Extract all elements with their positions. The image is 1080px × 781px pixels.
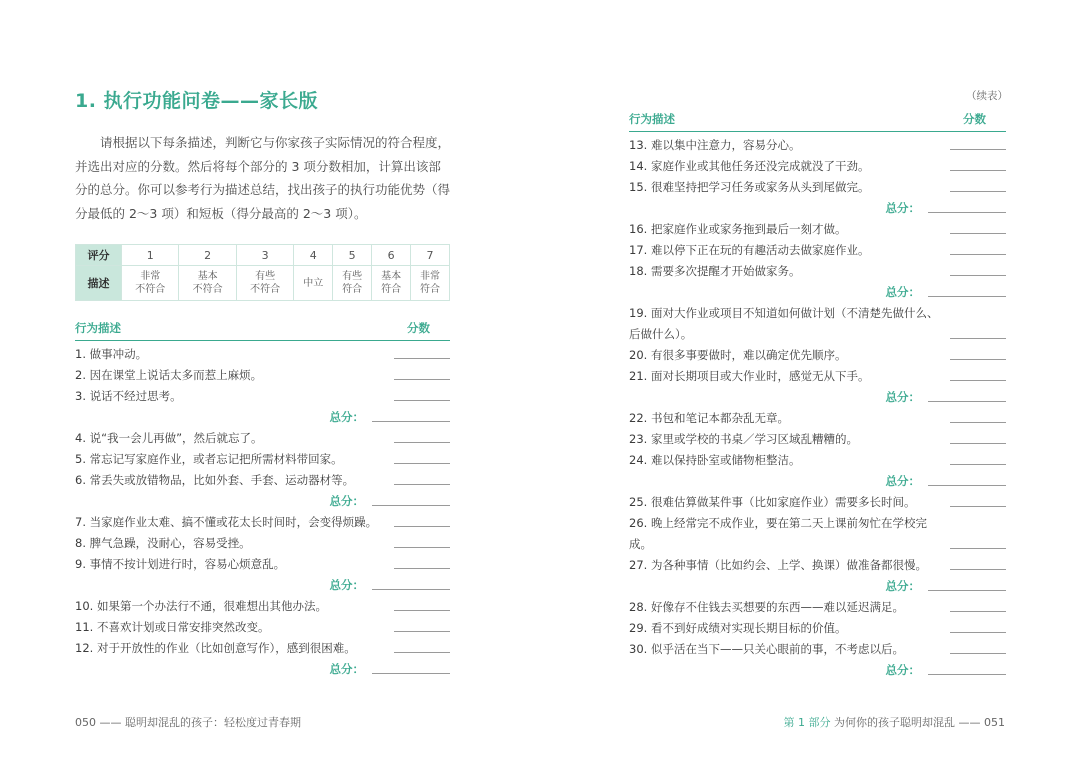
question-text: 2. 因在课堂上说话太多而惹上麻烦。	[75, 368, 263, 382]
rating-scale-table	[75, 244, 450, 301]
continued-label: （续表）	[966, 90, 1008, 102]
total-score-row	[75, 659, 450, 680]
question-text: 15. 很难坚持把学习任务或家务从头到尾做完。	[629, 180, 870, 194]
desc-5	[333, 266, 372, 301]
desc-line: 不符合	[135, 284, 166, 295]
score-input-line[interactable]	[950, 443, 1006, 444]
question-text: 6. 常丢失或放错物品，比如外套、手套、运动器材等。	[75, 473, 355, 487]
total-score-row	[629, 660, 1006, 681]
score-input-line[interactable]	[950, 359, 1006, 360]
question-text: 26. 晚上经常完不成作业，要在第二天上课前匆忙在学校完成。	[629, 516, 927, 551]
total-score-label: 总分：	[885, 390, 920, 404]
question-text: 29. 看不到好成绩对实现长期目标的价值。	[629, 621, 847, 635]
score-input-line[interactable]	[394, 463, 450, 464]
question-text: 11. 不喜欢计划或日常安排突然改变。	[75, 620, 270, 634]
question-item	[629, 555, 1006, 576]
question-item	[75, 470, 450, 491]
score-input-line[interactable]	[394, 652, 450, 653]
desc-line: 非常	[140, 271, 161, 282]
question-text: 10. 如果第一个办法行不通，很难想出其他办法。	[75, 599, 327, 613]
total-score-row	[629, 387, 1006, 408]
question-text: 13. 难以集中注意力，容易分心。	[629, 138, 801, 152]
total-score-line[interactable]	[928, 674, 1006, 675]
question-item	[75, 428, 450, 449]
score-input-line[interactable]	[950, 380, 1006, 381]
score-input-line[interactable]	[950, 233, 1006, 234]
total-score-label: 总分：	[885, 663, 920, 677]
right-item-list	[629, 135, 1006, 681]
score-input-line[interactable]	[950, 254, 1006, 255]
question-text: 4. 说“我一会儿再做”，然后就忘了。	[75, 431, 263, 445]
score-6: 6	[372, 245, 411, 266]
desc-2	[179, 266, 236, 301]
score-input-line[interactable]	[950, 569, 1006, 570]
question-text: 17. 难以停下正在玩的有趣活动去做家庭作业。	[629, 243, 870, 257]
question-text: 3. 说话不经过思考。	[75, 389, 182, 403]
column-header	[75, 320, 450, 341]
total-score-line[interactable]	[928, 296, 1006, 297]
score-input-line[interactable]	[950, 422, 1006, 423]
total-score-line[interactable]	[372, 421, 450, 422]
desc-7	[411, 266, 450, 301]
desc-line: 不符合	[192, 284, 223, 295]
question-item	[75, 554, 450, 575]
score-input-line[interactable]	[394, 442, 450, 443]
total-score-line[interactable]	[372, 505, 450, 506]
page-footer-left: 050 —— 聪明却混乱的孩子：轻松度过青春期	[75, 716, 301, 729]
score-input-line[interactable]	[950, 464, 1006, 465]
total-score-row	[629, 576, 1006, 597]
desc-line: 符合	[381, 284, 402, 295]
question-item	[629, 618, 1006, 639]
desc-4	[294, 266, 333, 301]
score-column-label: 分数	[963, 112, 986, 126]
rating-scale-desc-header: 描述	[76, 266, 122, 301]
question-item	[75, 512, 450, 533]
desc-line: 有些	[255, 271, 276, 282]
score-input-line[interactable]	[394, 526, 450, 527]
total-score-line[interactable]	[372, 673, 450, 674]
question-text: 30. 似乎活在当下——只关心眼前的事，不考虑以后。	[629, 642, 904, 656]
left-item-list	[75, 344, 450, 680]
page-footer-right	[784, 714, 1006, 730]
score-input-line[interactable]	[394, 631, 450, 632]
question-text: 28. 好像存不住钱去买想要的东西——难以延迟满足。	[629, 600, 904, 614]
question-item	[629, 345, 1006, 366]
score-3: 3	[236, 245, 293, 266]
desc-line: 符合	[420, 284, 441, 295]
question-text: 14. 家庭作业或其他任务还没完成就没了干劲。	[629, 159, 870, 173]
desc-line: 中立	[303, 277, 324, 289]
score-2: 2	[179, 245, 236, 266]
score-input-line[interactable]	[394, 379, 450, 380]
question-text: 23. 家里或学校的书桌／学习区域乱糟糟的。	[629, 432, 858, 446]
question-item	[629, 156, 1006, 177]
score-5: 5	[333, 245, 372, 266]
behavior-column-label: 行为描述	[629, 112, 675, 126]
total-score-row	[629, 282, 1006, 303]
rating-scale-score-header: 评分	[76, 245, 122, 266]
total-score-line[interactable]	[372, 589, 450, 590]
question-item	[75, 449, 450, 470]
question-item	[629, 177, 1006, 198]
desc-line: 符合	[342, 284, 363, 295]
question-text: 24. 难以保持卧室或储物柜整洁。	[629, 453, 801, 467]
question-item	[629, 135, 1006, 156]
question-item	[629, 492, 1006, 513]
question-item	[75, 386, 450, 407]
total-score-row	[75, 407, 450, 428]
total-score-label: 总分：	[329, 410, 364, 424]
total-score-label: 总分：	[329, 662, 364, 676]
desc-line: 非常	[420, 271, 441, 282]
total-score-line[interactable]	[928, 590, 1006, 591]
score-input-line[interactable]	[394, 358, 450, 359]
total-score-label: 总分：	[329, 494, 364, 508]
question-item	[75, 344, 450, 365]
total-score-row	[629, 198, 1006, 219]
score-input-line[interactable]	[950, 338, 1006, 339]
question-text: 21. 面对长期项目或大作业时，感觉无从下手。	[629, 369, 870, 383]
score-input-line[interactable]	[394, 610, 450, 611]
score-input-line[interactable]	[394, 547, 450, 548]
total-score-line[interactable]	[928, 401, 1006, 402]
behavior-column-label: 行为描述	[75, 321, 121, 335]
score-input-line[interactable]	[950, 191, 1006, 192]
question-item	[75, 596, 450, 617]
total-score-label: 总分：	[329, 578, 364, 592]
desc-line: 有些	[342, 271, 363, 282]
desc-line: 基本	[197, 271, 218, 282]
question-text: 8. 脾气急躁，没耐心，容易受挫。	[75, 536, 251, 550]
question-item	[629, 240, 1006, 261]
total-score-row	[629, 471, 1006, 492]
desc-line: 基本	[381, 271, 402, 282]
score-1: 1	[122, 245, 179, 266]
question-item	[629, 597, 1006, 618]
score-input-line[interactable]	[394, 568, 450, 569]
total-score-line[interactable]	[928, 485, 1006, 486]
score-input-line[interactable]	[394, 400, 450, 401]
question-item	[75, 365, 450, 386]
total-score-row	[75, 575, 450, 596]
question-item	[75, 638, 450, 659]
rating-scale-desc-row	[76, 266, 450, 301]
question-text: 25. 很难估算做某件事（比如家庭作业）需要多长时间。	[629, 495, 916, 509]
score-input-line[interactable]	[950, 632, 1006, 633]
desc-6	[372, 266, 411, 301]
score-input-line[interactable]	[950, 170, 1006, 171]
total-score-row	[75, 491, 450, 512]
question-text: 5. 常忘记写家庭作业，或者忘记把所需材料带回家。	[75, 452, 343, 466]
question-text: 22. 书包和笔记本都杂乱无章。	[629, 411, 789, 425]
rating-scale-score-row	[76, 245, 450, 266]
desc-3	[236, 266, 293, 301]
footer-section: 第 1 部分	[783, 716, 831, 729]
total-score-label: 总分：	[885, 579, 920, 593]
column-header	[629, 111, 1006, 132]
score-input-line[interactable]	[950, 506, 1006, 507]
page-title: 1. 执行功能问卷——家长版	[75, 90, 319, 112]
score-input-line[interactable]	[950, 653, 1006, 654]
instructions-paragraph: 请根据以下每条描述，判断它与你家孩子实际情况的符合程度，并选出对应的分数。然后将每个部分的 3 项分数相加，计算出该部分的总分。你可以参考行为描述总结，找出孩子的执行功能优势（得分最低的 2～3 项）和短板（得分最高的 2～3 项）。	[75, 135, 451, 221]
question-text: 18. 需要多次提醒才开始做家务。	[629, 264, 801, 278]
score-input-line[interactable]	[950, 611, 1006, 612]
score-input-line[interactable]	[950, 275, 1006, 276]
score-input-line[interactable]	[950, 149, 1006, 150]
score-input-line[interactable]	[394, 484, 450, 485]
question-item	[629, 303, 1006, 345]
score-4: 4	[294, 245, 333, 266]
question-item	[629, 450, 1006, 471]
score-column-label: 分数	[407, 321, 430, 335]
question-item	[629, 366, 1006, 387]
question-text: 12. 对于开放性的作业（比如创意写作），感到很困难。	[75, 641, 356, 655]
desc-line: 不符合	[250, 284, 281, 295]
score-input-line[interactable]	[950, 548, 1006, 549]
question-text: 7. 当家庭作业太难、搞不懂或花太长时间时，会变得烦躁。	[75, 515, 378, 529]
question-item	[629, 639, 1006, 660]
right-page	[540, 0, 1080, 781]
question-item	[629, 429, 1006, 450]
footer-title: 为何你的孩子聪明却混乱 —— 051	[834, 716, 1005, 729]
total-score-line[interactable]	[928, 212, 1006, 213]
total-score-label: 总分：	[885, 201, 920, 215]
total-score-label: 总分：	[885, 285, 920, 299]
question-text: 27. 为各种事情（比如约会、上学、换课）做准备都很慢。	[629, 558, 927, 572]
score-7: 7	[411, 245, 450, 266]
question-item	[629, 261, 1006, 282]
question-item	[75, 533, 450, 554]
question-item	[629, 513, 1006, 555]
question-text: 19. 面对大作业或项目不知道如何做计划（不清楚先做什么、后做什么）。	[629, 306, 939, 341]
total-score-label: 总分：	[885, 474, 920, 488]
question-text: 9. 事情不按计划进行时，容易心烦意乱。	[75, 557, 286, 571]
question-item	[629, 219, 1006, 240]
question-item	[629, 408, 1006, 429]
question-text: 20. 有很多事要做时，难以确定优先顺序。	[629, 348, 847, 362]
question-item	[75, 617, 450, 638]
question-text: 16. 把家庭作业或家务拖到最后一刻才做。	[629, 222, 847, 236]
question-text: 1. 做事冲动。	[75, 347, 148, 361]
desc-1	[122, 266, 179, 301]
